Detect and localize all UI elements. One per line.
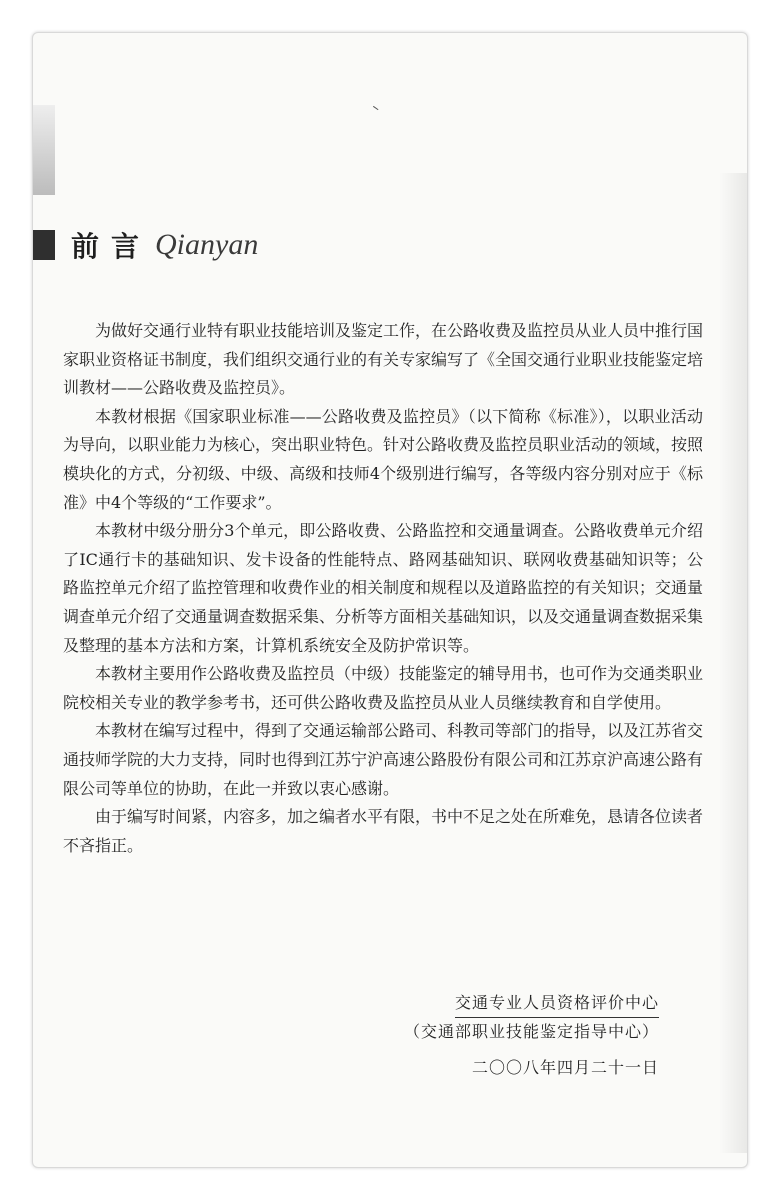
heading-block-marker	[33, 230, 55, 260]
paragraph-4: 本教材主要用作公路收费及监控员（中级）技能鉴定的辅导用书，也可作为交通类职业院校相关专业的教学参考书，还可供公路收费及监控员从业人员继续教育和自学使用。	[63, 664, 704, 712]
paragraph-6: 由于编写时间紧，内容多，加之编者水平有限，书中不足之处在所难免，恳请各位读者不吝指正。	[63, 807, 704, 855]
stray-ink-mark	[370, 106, 379, 115]
preface-heading	[33, 223, 258, 267]
paragraph-1: 为做好交通行业特有职业技能培训及鉴定工作，在公路收费及监控员从业人员中推行国家职业资格证书制度，我们组织交通行业的有关专家编写了《全国交通行业职业技能鉴定培训教材——公路收费及监控员》。	[63, 321, 704, 398]
paragraph-2: 本教材根据《国家职业标准——公路收费及监控员》（以下简称《标准》），以职业活动为导向，以职业能力为核心，突出职业特色。针对公路收费及监控员职业活动的领域，按照模块化的方式，分初级、中级、高级和技师4个级别进行编写，各等级内容分别对应于《标准》中4个等级的“工作要求”。	[63, 406, 704, 512]
signature-block	[404, 989, 659, 1082]
signature-org: 交通专业人员资格评价中心	[455, 989, 659, 1018]
signature-date: 二〇〇八年四月二十一日	[471, 1058, 659, 1077]
preface-body	[63, 317, 703, 860]
heading-title-en: Qianyan	[155, 228, 259, 261]
page-frame	[32, 32, 748, 1168]
chapter-tab-decoration	[33, 105, 55, 195]
bleed-through-shadow	[719, 173, 747, 1153]
signature-sub-org: （交通部职业技能鉴定指导中心）	[403, 1022, 659, 1041]
heading-title-cn: 前言	[71, 230, 152, 263]
paragraph-5: 本教材在编写过程中，得到了交通运输部公路司、科教司等部门的指导，以及江苏省交通技师学院的大力支持，同时也得到江苏宁沪高速公路股份有限公司和江苏京沪高速公路有限公司等单位的协助，在此一并致以衷心感谢。	[63, 721, 704, 798]
paragraph-3: 本教材中级分册分3个单元，即公路收费、公路监控和交通量调查。公路收费单元介绍了IC通行卡的基础知识、发卡设备的性能特点、路网基础知识、联网收费基础知识等；公路监控单元介绍了监控管理和收费作业的相关制度和规程以及道路监控的有关知识；交通量调查单元介绍了交通量调查数据采集、分析等方面相关基础知识，以及交通量调查数据采集及整理的基本方法和方案，计算机系统安全及防护常识等。	[63, 521, 704, 655]
